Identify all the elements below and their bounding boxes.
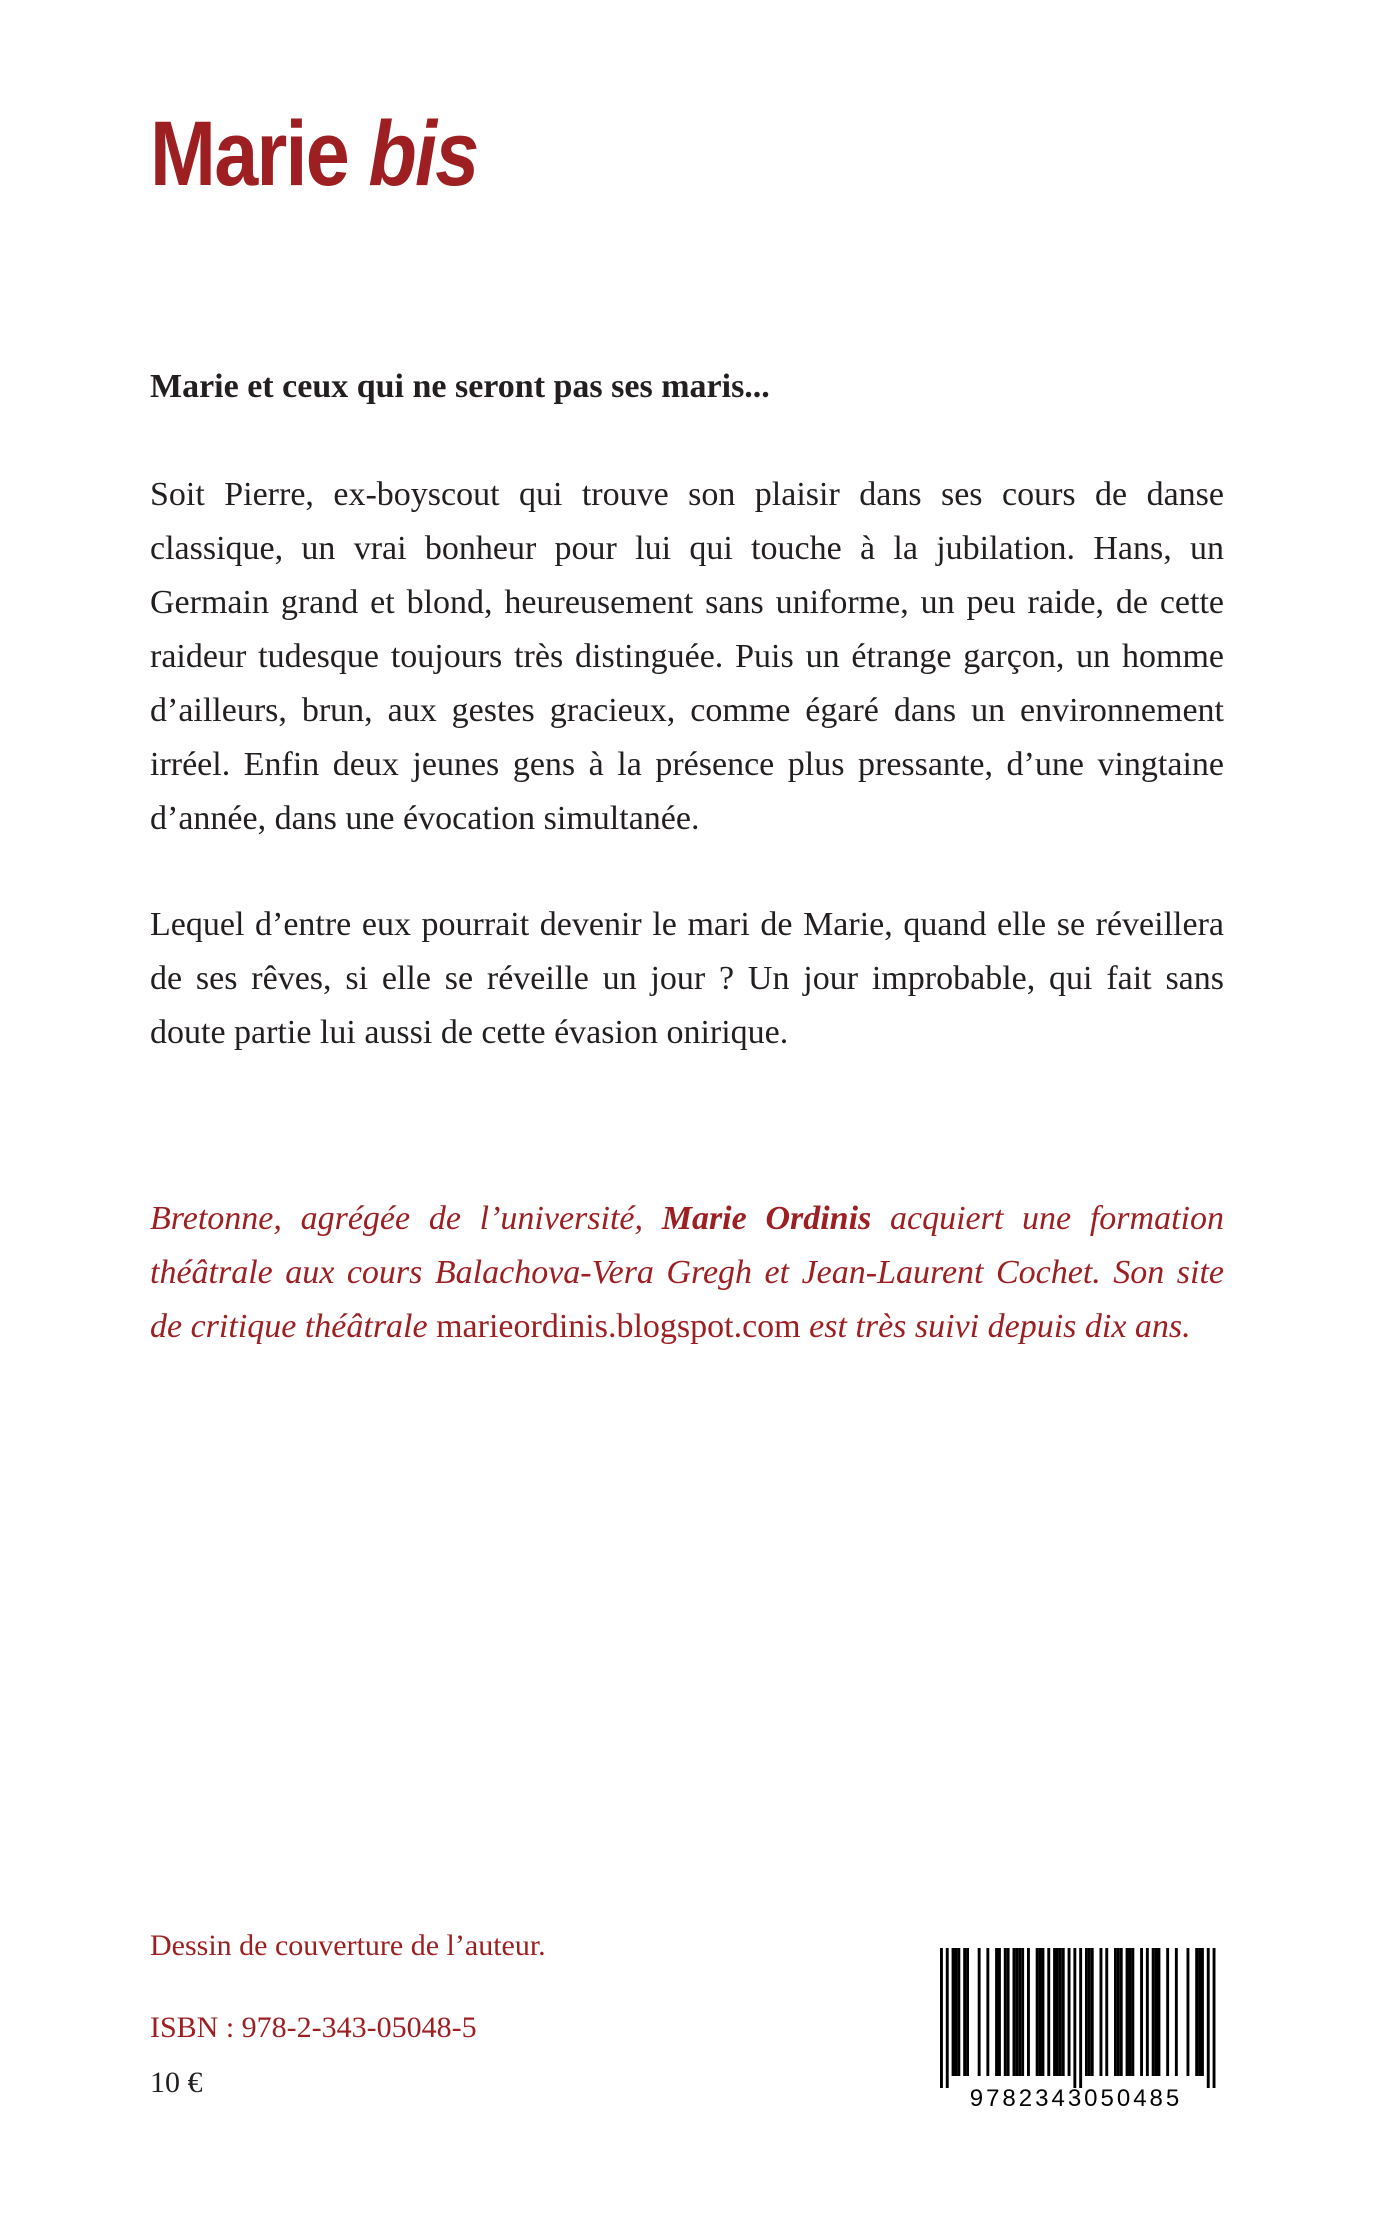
bio-middle: acquiert une formation théâtrale aux cours Balachova-Vera Gregh et Jean-Laurent Cochet. Son site de critique théâtrale [150,1200,1224,1345]
barcode-bar [1140,1948,1143,2076]
barcode-bar [1120,1948,1123,2076]
barcode-bar [1175,1948,1178,2076]
isbn: ISBN : 978-2-343-05048-5 [150,2011,477,2044]
barcode-graphic [928,1944,1225,2112]
barcode-bar [1056,1948,1059,2076]
barcode-bar [1155,1948,1158,2076]
barcode-bar [1166,1948,1169,2076]
barcode-bar [1004,1948,1007,2076]
title-main: Marie [150,103,349,205]
barcode-bar [952,1948,955,2076]
barcode-bar [1126,1948,1129,2076]
barcode-bar [1073,1948,1076,2088]
barcode-bar [955,1948,958,2076]
barcode-bar [1085,1948,1088,2076]
summary-paragraph-2: Lequel d’entre eux pourrait devenir le mari de Marie, quand elle se réveillera de ses rêves, si elle se réveille un jour ? Un jour improbable, qui fait sans doute partie lui aussi de cette évasion onirique. [150,906,1224,1051]
book-title [150,103,478,205]
barcode-bar [986,1948,989,2076]
barcode-bar [1042,1948,1045,2076]
barcode-bar [1195,1948,1198,2076]
barcode-bar [1187,1948,1190,2076]
author-website: marieordinis.blogspot.com [436,1308,801,1345]
summary-paragraph-1: Soit Pierre, ex-boyscout qui trouve son plaisir dans ses cours de danse classique, un vrai bonheur pour lui qui touche à la jubilation. Hans, un Germain grand et blond, heureusement sans uniforme, un peu raide, de cette raideur tudesque toujours très distinguée. Puis un étrange garçon, un homme d’ailleurs, brun, aux gestes gracieux, comme égaré dans un environnement irréel. Enfin deux jeunes gens à la présence plus pressante, d’une vingtaine d’année, dans une évocation simultanée. [150,476,1224,837]
isbn-barcode [928,1944,1225,2112]
bio-intro: Bretonne, agrégée de l’université, [150,1200,662,1237]
barcode-bar [1146,1948,1149,2076]
barcode-bar [1047,1948,1050,2076]
barcode-bar [1198,1948,1201,2076]
barcode-bar [1129,1948,1132,2076]
barcode-bar [1105,1948,1108,2076]
barcode-bar [1053,1948,1056,2076]
barcode-bar [1088,1948,1091,2076]
barcode-bar [1114,1948,1117,2076]
barcode-bar [946,1948,949,2088]
barcode-bar [1201,1948,1204,2076]
barcode-bar [1036,1948,1039,2076]
barcode-digits: 9782343050485 [969,2085,1183,2112]
barcode-bar [1158,1948,1161,2076]
cover-credit: Dessin de couverture de l’auteur. [150,1929,546,1962]
barcode-bar [1018,1948,1021,2076]
barcode-bar [995,1948,998,2076]
barcode-bar [1091,1948,1094,2076]
author-name: Marie Ordinis [661,1200,872,1237]
barcode-bar [1100,1948,1103,2076]
price: 10 € [150,2066,203,2099]
author-bio [150,1192,1224,1354]
barcode-bar [1213,1948,1216,2088]
barcode-bar [1007,1948,1010,2076]
barcode-bar [1079,1948,1082,2088]
tagline: Marie et ceux qui ne seront pas ses maris... [150,368,770,405]
barcode-bar [1039,1948,1042,2076]
barcode-bar [957,1948,960,2076]
bio-end: est très suivi depuis dix ans. [800,1308,1191,1345]
barcode-bar [1015,1948,1018,2076]
barcode-bar [1059,1948,1062,2076]
barcode-bar [966,1948,969,2076]
barcode-bar [963,1948,966,2076]
barcode-bar [1117,1948,1120,2076]
barcode-bar [1207,1948,1210,2088]
barcode-bar [978,1948,981,2076]
barcode-bar [1027,1948,1030,2076]
title-italic: bis [368,103,478,205]
barcode-bar [998,1948,1001,2076]
barcode-bar [1062,1948,1065,2076]
barcode-bar [1013,1948,1016,2076]
barcode-bar [1152,1948,1155,2076]
barcode-bar [1131,1948,1134,2076]
barcode-bar [1068,1948,1071,2076]
barcode-bar [940,1948,943,2088]
barcode-bar [1021,1948,1024,2076]
